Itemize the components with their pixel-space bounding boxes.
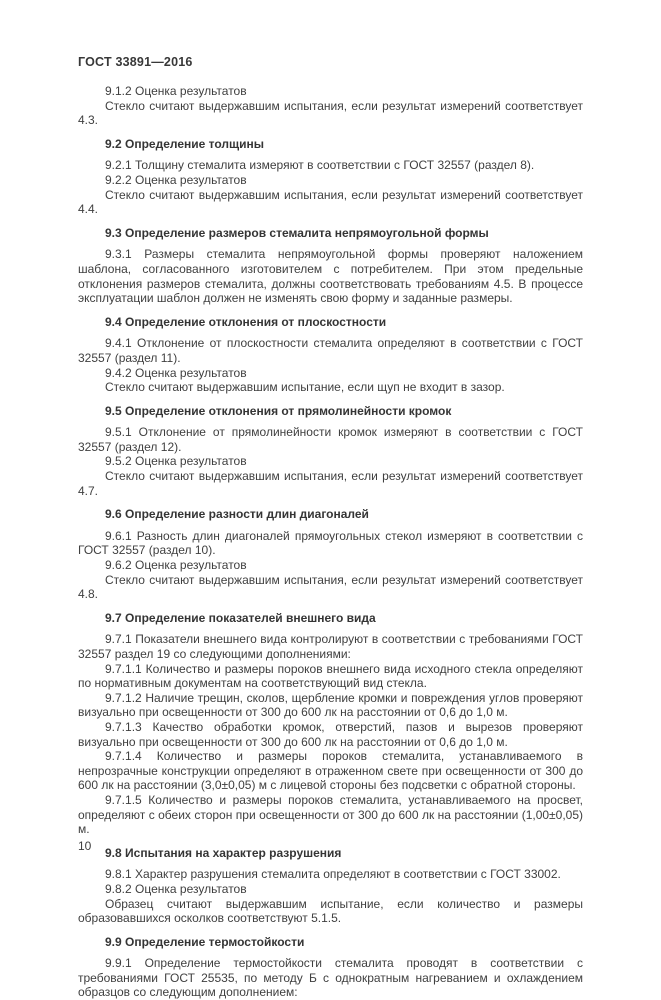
paragraph: 9.8.2 Оценка результатов: [105, 881, 247, 896]
paragraph: 9.2.2 Оценка результатов: [105, 172, 247, 187]
paragraph: 9.7.1.3 Качество обработки кромок, отверстий, пазов и вырезов проверяют визуально при освещенности от 300 до 600 лк на расстоянии от 0,6 до 1,0 м.: [78, 719, 583, 749]
section-heading: 9.6 Определение разности длин диагоналей: [105, 507, 369, 522]
section-heading: 9.2 Определение толщины: [105, 136, 265, 151]
section-heading: 9.7 Определение показателей внешнего вида: [105, 610, 376, 625]
paragraph: 9.8.1 Характер разрушения стемалита определяют в соответствии с ГОСТ 33002.: [105, 867, 561, 882]
document-body: [78, 84, 583, 1000]
section-heading: 9.8 Испытания на характер разрушения: [105, 845, 342, 860]
paragraph: Образец считают выдержавшим испытание, если количество и размеры образовавшихся осколков соответствуют 5.1.5.: [78, 896, 583, 926]
paragraph: Стекло считают выдержавшим испытание, если щуп не входит в зазор.: [105, 380, 505, 395]
paragraph: 9.4.1 Отклонение от плоскостности стемалита определяют в соответствии с ГОСТ 32557 (раздел 11).: [78, 336, 583, 365]
paragraph: 9.2.1 Толщину стемалита измеряют в соответствии с ГОСТ 32557 (раздел 8).: [105, 158, 535, 173]
paragraph: 9.7.1 Показатели внешнего вида контролируют в соответствии с требованиями ГОСТ 32557 раздел 19 со следующими дополнениями:: [78, 632, 583, 661]
paragraph: 9.7.1.4 Количество и размеры пороков стемалита, устанавливаемого в непрозрачные конструкции определяют в отраженном свете при освещенности от 300 до 600 лк на расстоянии (3,0±0,05) м с лицевой стороны без подсветки с обратной стороны.: [78, 749, 583, 793]
paragraph: 9.6.1 Разность длин диагоналей прямоугольных стекол измеряют в соответствии с ГОСТ 32557 (раздел 10).: [78, 528, 583, 558]
paragraph: Стекло считают выдержавшим испытания, если результат измерений соответствует 4.4.: [78, 187, 583, 217]
paragraph: Стекло считают выдержавшим испытания, если результат измерений соответствует 4.3.: [78, 98, 583, 128]
section-heading: 9.3 Определение размеров стемалита непрямоугольной формы: [105, 225, 489, 240]
paragraph: 9.5.2 Оценка результатов: [105, 454, 247, 469]
page-number: 10: [78, 839, 92, 853]
paragraph: Стекло считают выдержавшим испытания, если результат измерений соответствует 4.8.: [78, 572, 583, 602]
section-heading: 9.4 Определение отклонения от плоскостности: [105, 314, 387, 329]
document-header-standard-number: ГОСТ 33891—2016: [78, 55, 193, 69]
paragraph: 9.5.1 Отклонение от прямолинейности кромок измеряют в соответствии с ГОСТ 32557 (раздел 12).: [78, 425, 583, 454]
paragraph: 9.3.1 Размеры стемалита непрямоугольной формы проверяют наложением шаблона, согласованного изготовителем с потребителем. При этом предельные отклонения размеров стемалита, должны соответствовать требованиям 4.5. В процессе эксплуатации шаблон должен не изменять свою форму и заданные размеры.: [78, 247, 583, 306]
paragraph: 9.7.1.2 Наличие трещин, сколов, щербление кромки и повреждения углов проверяют визуально при освещенности от 300 до 600 лк на расстоянии от 0,6 до 1,0 м.: [78, 690, 583, 720]
paragraph: 9.9.1 Определение термостойкости стемалита проводят в соответствии с требованиями ГОСТ 25535, по методу Б с однократным нагреванием и охлаждением образцов со следующим дополнением:: [78, 956, 583, 1000]
paragraph: 9.6.2 Оценка результатов: [105, 558, 247, 573]
paragraph: 9.1.2 Оценка результатов: [105, 84, 247, 98]
paragraph: 9.4.2 Оценка результатов: [105, 365, 247, 380]
paragraph: Стекло считают выдержавшим испытания, если результат измерений соответствует 4.7.: [78, 469, 583, 498]
paragraph: 9.7.1.5 Количество и размеры пороков стемалита, устанавливаемого на просвет, определяют с обеих сторон при освещенности от 300 до 600 лк на расстоянии (1,00±0,05) м.: [78, 792, 583, 837]
section-heading: 9.5 Определение отклонения от прямолинейности кромок: [105, 403, 452, 418]
section-heading: 9.9 Определение термостойкости: [105, 934, 305, 949]
paragraph: 9.7.1.1 Количество и размеры пороков внешнего вида исходного стекла определяют по нормативным документам на соответствующий вид стекла.: [78, 661, 583, 691]
